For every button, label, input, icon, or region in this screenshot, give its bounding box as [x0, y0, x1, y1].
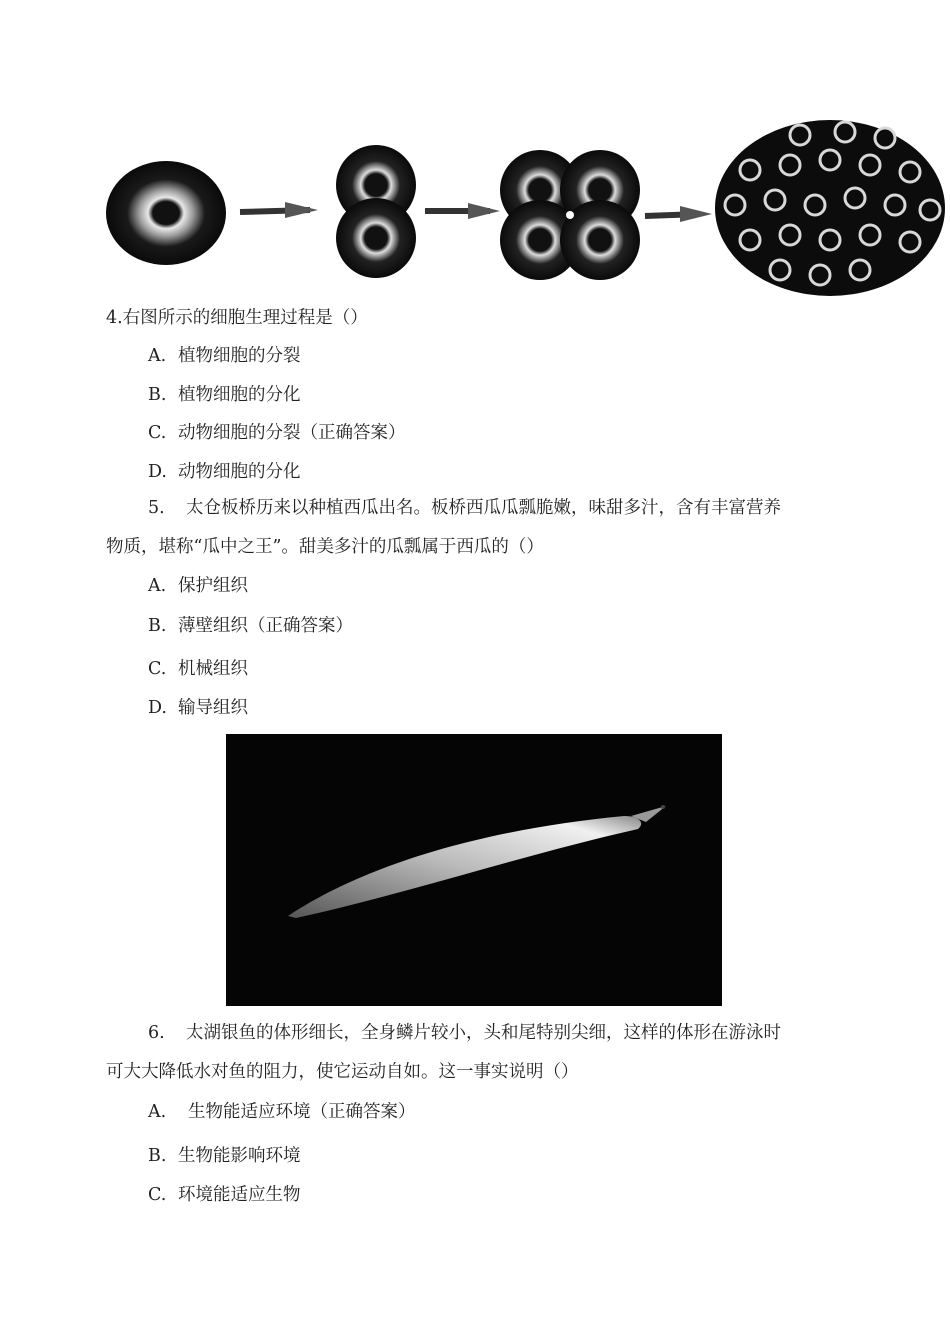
- q6-option-b[interactable]: [148, 1144, 301, 1168]
- option-label: D.: [148, 698, 167, 718]
- option-text: 植物细胞的分化: [178, 385, 301, 405]
- option-text: 生物能影响环境: [178, 1146, 301, 1166]
- two-cell-stage: [336, 145, 416, 278]
- question-6-stem-line2: 可大大降低水对鱼的阻力，使它运动自如。这一事实说明（）: [106, 1062, 579, 1082]
- option-label: D.: [148, 462, 167, 482]
- q5-option-b[interactable]: [148, 614, 353, 638]
- option-label: C.: [148, 1185, 167, 1205]
- option-label: B.: [148, 1146, 167, 1166]
- stem-text: 太湖银鱼的体形细长，全身鳞片较小，头和尾特别尖细，这样的体形在游泳时: [186, 1023, 781, 1043]
- arrow-icon: [645, 206, 712, 222]
- cell-division-figure: [100, 110, 950, 300]
- question-number: 6.: [148, 1023, 165, 1043]
- option-text: 植物细胞的分裂: [178, 346, 301, 366]
- option-label: C.: [148, 659, 167, 679]
- arrow-icon: [240, 202, 318, 218]
- option-text: 动物细胞的分裂（正确答案）: [178, 423, 406, 443]
- option-label: A.: [148, 346, 167, 366]
- option-label: A.: [148, 1102, 167, 1122]
- q4-option-c[interactable]: [148, 421, 406, 445]
- stem-text: 太仓板桥历来以种植西瓜出名。板桥西瓜瓜瓢脆嫩，味甜多汁，含有丰富营养: [186, 498, 781, 518]
- option-label: A.: [148, 576, 167, 596]
- q6-option-c[interactable]: [148, 1183, 301, 1207]
- option-label: B.: [148, 616, 167, 636]
- four-cell-stage: [500, 150, 640, 280]
- option-text: 保护组织: [178, 576, 248, 596]
- option-text: 生物能适应环境（正确答案）: [188, 1102, 416, 1122]
- silverfish-photo: [226, 734, 722, 1006]
- q4-option-b[interactable]: [148, 383, 301, 407]
- question-4-stem: 4.右图所示的细胞生理过程是（）: [106, 308, 368, 328]
- q6-option-a[interactable]: [148, 1100, 416, 1124]
- option-text: 薄壁组织（正确答案）: [178, 616, 353, 636]
- option-label: B.: [148, 385, 167, 405]
- q5-option-c[interactable]: [148, 657, 248, 681]
- single-cell: [106, 161, 226, 265]
- q4-option-d[interactable]: [148, 460, 301, 484]
- question-5-stem-line1: [148, 496, 781, 520]
- fish-body: [288, 816, 641, 918]
- q4-option-a[interactable]: [148, 344, 301, 368]
- question-number: 5.: [148, 498, 165, 518]
- question-5-stem-line2: 物质，堪称“瓜中之王”。甜美多汁的瓜瓢属于西瓜的（）: [106, 537, 544, 557]
- arrow-icon: [425, 203, 500, 219]
- option-text: 环境能适应生物: [178, 1185, 301, 1205]
- option-text: 机械组织: [178, 659, 248, 679]
- option-label: C.: [148, 423, 167, 443]
- option-text: 动物细胞的分化: [178, 462, 301, 482]
- question-6-stem-line1: [148, 1021, 781, 1045]
- q5-option-a[interactable]: [148, 574, 248, 598]
- q5-option-d[interactable]: [148, 696, 248, 720]
- option-text: 输导组织: [178, 698, 248, 718]
- cell-cluster: [715, 120, 945, 296]
